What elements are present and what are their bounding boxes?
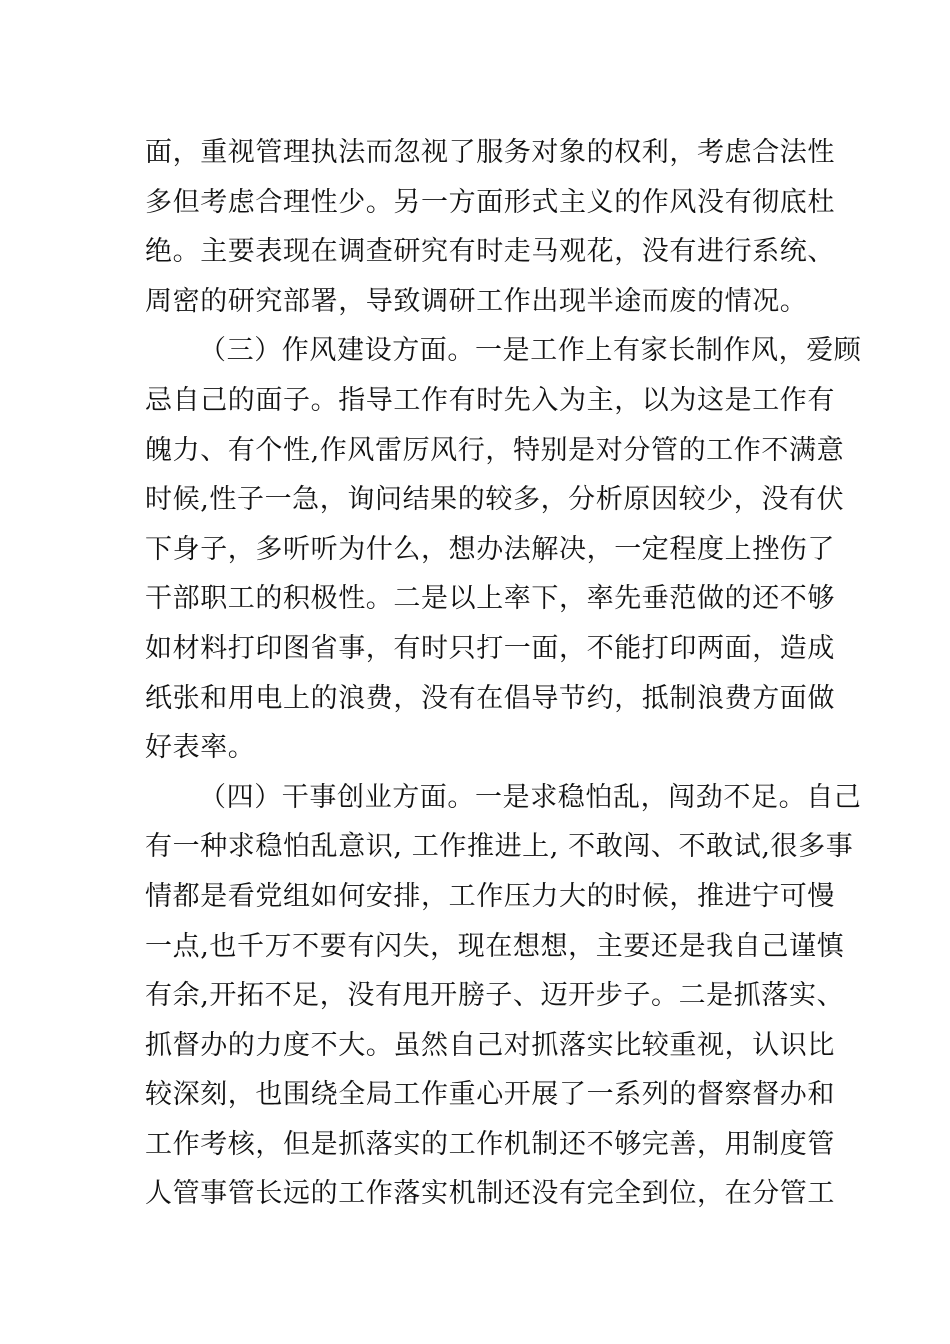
text-line: 干部职工的积极性。二是以上率下，率先垂范做的还不够 bbox=[145, 583, 835, 615]
text-line: 周密的研究部署，导致调研工作出现半途而废的情况。 bbox=[145, 285, 808, 317]
text-line: 较深刻，也围绕全局工作重心开展了一系列的督察督办和 bbox=[145, 1079, 835, 1111]
text-line: 工作考核，但是抓落实的工作机制还不够完善，用制度管 bbox=[145, 1128, 835, 1160]
text-line: 有余,开拓不足，没有甩开膀子、迈开步子。二是抓落实、 bbox=[145, 980, 845, 1012]
text-line: 魄力、有个性,作风雷厉风行，特别是对分管的工作不满意 bbox=[145, 434, 845, 466]
text-line: 下身子，多听听为什么，想办法解决，一定程度上挫伤了 bbox=[145, 533, 835, 565]
section-heading-line: （三）作风建设方面。一是工作上有家长制作风，爱顾 bbox=[199, 335, 862, 367]
text-line: 忌自己的面子。指导工作有时先入为主，以为这是工作有 bbox=[145, 384, 835, 416]
text-line: 如材料打印图省事，有时只打一面，不能打印两面，造成 bbox=[145, 632, 835, 664]
text-line: 好表率。 bbox=[145, 732, 256, 764]
section-heading-line: （四）干事创业方面。一是求稳怕乱，闯劲不足。自己 bbox=[199, 781, 862, 813]
text-line: 人管事管长远的工作落实机制还没有完全到位，在分管工 bbox=[145, 1178, 835, 1210]
text-line: 面，重视管理执法而忽视了服务对象的权利，考虑合法性 bbox=[145, 137, 835, 168]
text-line: 抓督办的力度不大。虽然自己对抓落实比较重视，认识比 bbox=[145, 1029, 835, 1061]
text-line: 时候,性子一急，询问结果的较多，分析原因较少，没有伏 bbox=[145, 484, 845, 516]
text-line: 情都是看党组如何安排，工作压力大的时候，推进宁可慢 bbox=[145, 880, 835, 912]
text-line: 纸张和用电上的浪费，没有在倡导节约，抵制浪费方面做 bbox=[145, 682, 835, 714]
text-line: 有一种求稳怕乱意识, 工作推进上, 不敢闯、不敢试,很多事 bbox=[145, 831, 854, 863]
text-line: 一点,也千万不要有闪失，现在想想，主要还是我自己谨慎 bbox=[145, 930, 845, 962]
body-text bbox=[145, 128, 862, 1219]
text-line: 多但考虑合理性少。另一方面形式主义的作风没有彻底杜 bbox=[145, 186, 835, 218]
text-line: 绝。主要表现在调查研究有时走马观花，没有进行系统、 bbox=[145, 236, 835, 268]
